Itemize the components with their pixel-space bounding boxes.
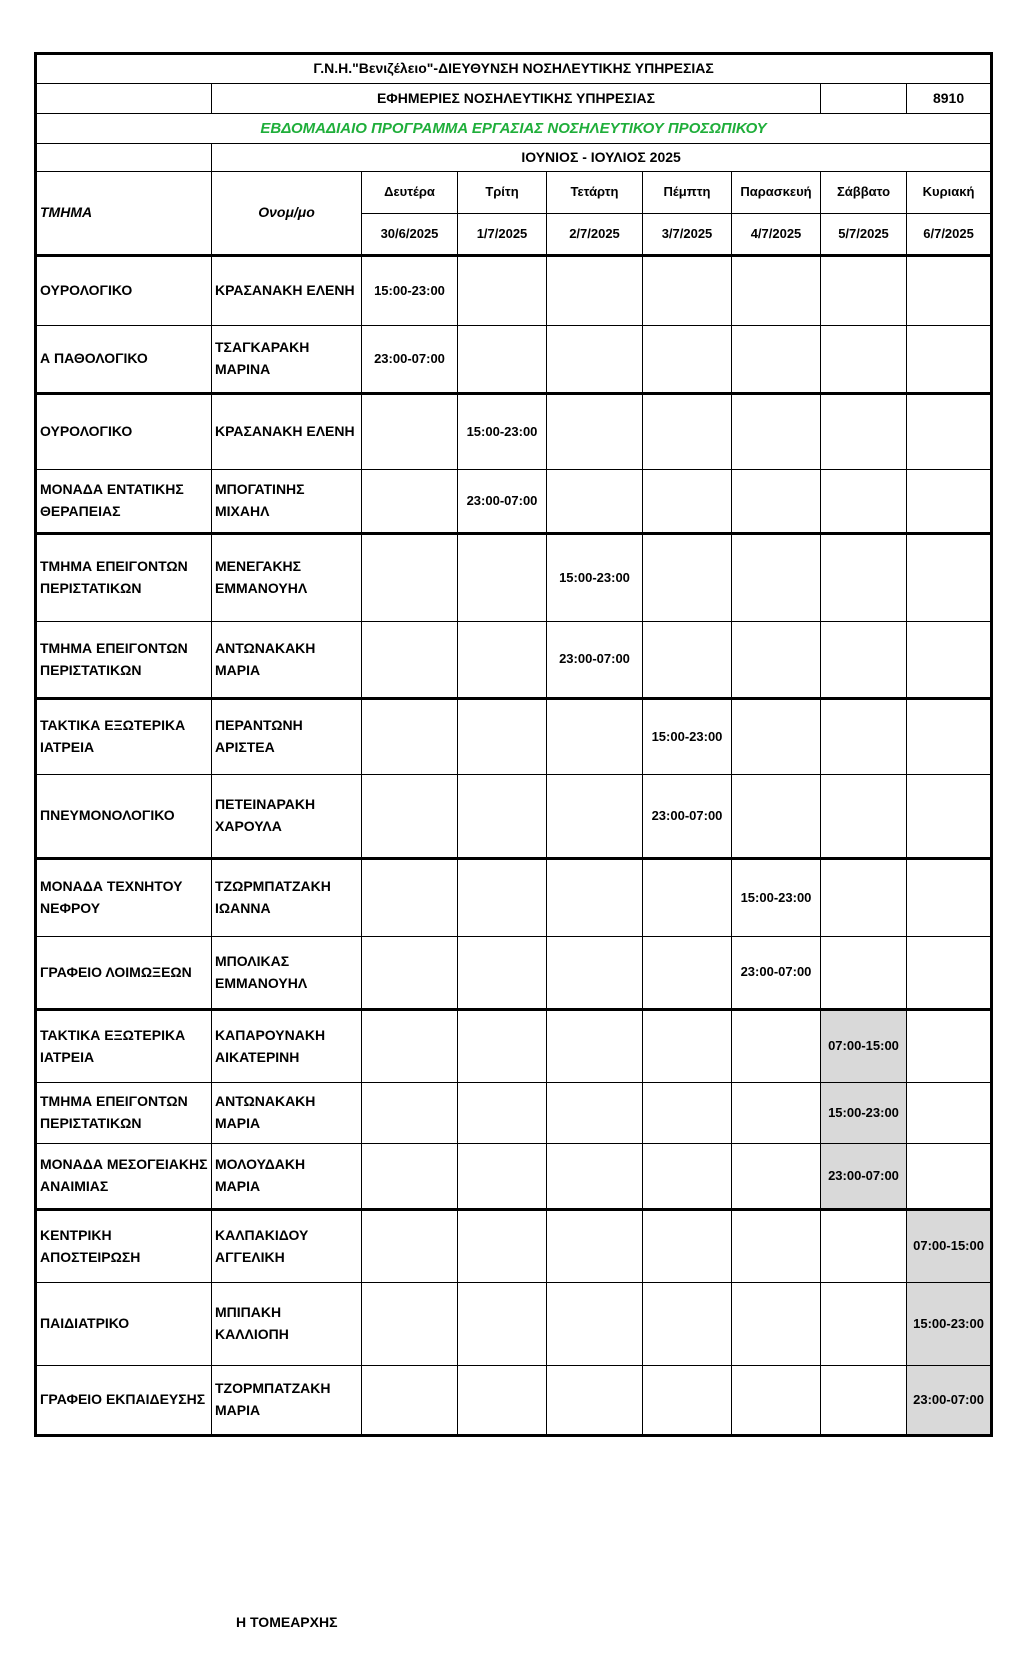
- table-row: [36, 859, 992, 937]
- empty-cell: [907, 1144, 992, 1210]
- table-row: [36, 256, 992, 326]
- empty-cell: [458, 1283, 547, 1366]
- day-header: Πέμπτη: [643, 172, 732, 214]
- empty-cell: [547, 859, 643, 937]
- schedule-table: [34, 52, 993, 1437]
- empty-cell: [907, 622, 992, 699]
- empty-cell: [362, 1144, 458, 1210]
- name-line: ΜΑΡΙΑ: [215, 1178, 261, 1194]
- department-line: ΓΡΑΦΕΙΟ ΛΟΙΜΩΞΕΩΝ: [40, 963, 192, 980]
- empty-cell: [907, 859, 992, 937]
- empty-cell: [458, 1144, 547, 1210]
- name-line: ΤΖΟΡΜΠΑΤΖΑΚΗ: [215, 1380, 331, 1397]
- department-line: ΤΜΗΜΑ ΕΠΕΙΓΟΝΤΩΝ: [40, 1093, 188, 1110]
- name-line: ΑΝΤΩΝΑΚΑΚΗ: [215, 639, 316, 656]
- empty-cell: [643, 256, 732, 326]
- name-cell: [212, 859, 362, 937]
- empty-cell: [821, 859, 907, 937]
- date-header: 6/7/2025: [907, 214, 992, 256]
- empty-cell: [362, 622, 458, 699]
- empty-cell: [732, 1283, 821, 1366]
- empty-cell: [458, 256, 547, 326]
- empty-cell: [547, 326, 643, 394]
- name-cell: [212, 1283, 362, 1366]
- signature-label: Η ΤΟΜΕΑΡΧΗΣ: [236, 1614, 338, 1630]
- empty-cell: [732, 1083, 821, 1144]
- name-line: ΜΕΝΕΓΑΚΗΣ: [215, 558, 302, 575]
- empty-cell: [643, 1366, 732, 1436]
- empty-cell: [643, 394, 732, 470]
- department-cell: [36, 937, 212, 1010]
- department-cell: [36, 1010, 212, 1083]
- empty-cell: [907, 937, 992, 1010]
- table-row: [36, 326, 992, 394]
- empty-cell: [458, 1210, 547, 1283]
- roster-code: 8910: [907, 84, 992, 114]
- department-cell: [36, 859, 212, 937]
- department-line: ΠΕΡΙΣΤΑΤΙΚΩΝ: [40, 1115, 142, 1131]
- name-cell: [212, 1366, 362, 1436]
- day-header: Κυριακή: [907, 172, 992, 214]
- date-header: 3/7/2025: [643, 214, 732, 256]
- name-line: ΜΑΡΙΑ: [215, 1402, 261, 1418]
- empty-cell: [821, 534, 907, 622]
- shift-cell: 23:00-07:00: [547, 622, 643, 699]
- roster-subtitle: ΕΒΔΟΜΑΔΙΑΙΟ ΠΡΟΓΡΑΜΜΑ ΕΡΓΑΣΙΑΣ ΝΟΣΗΛΕΥΤΙΚΟΥ ΠΡΟΣΩΠΙΚΟΥ: [36, 114, 992, 144]
- shift-cell: 23:00-07:00: [907, 1366, 992, 1436]
- department-cell: [36, 534, 212, 622]
- name-cell: [212, 534, 362, 622]
- empty-cell: [643, 470, 732, 534]
- empty-cell: [547, 394, 643, 470]
- table-row: [36, 470, 992, 534]
- day-header: Παρασκευή: [732, 172, 821, 214]
- empty-cell: [547, 1283, 643, 1366]
- empty-cell: [362, 859, 458, 937]
- empty-cell: [362, 1210, 458, 1283]
- empty-cell: [547, 775, 643, 859]
- empty-cell: [458, 1010, 547, 1083]
- empty-cell: [362, 394, 458, 470]
- name-cell: [212, 1144, 362, 1210]
- name-line: ΜΑΡΙΑ: [215, 661, 261, 678]
- table-row: [36, 1083, 992, 1144]
- name-line: ΚΑΛΛΙΟΠΗ: [215, 1326, 289, 1342]
- empty-cell: [907, 256, 992, 326]
- department-line: ΜΟΝΑΔΑ ΕΝΤΑΤΙΚΗΣ: [40, 481, 184, 498]
- date-header: 30/6/2025: [362, 214, 458, 256]
- empty-cell: [821, 326, 907, 394]
- name-line: ΤΣΑΓΚΑΡΑΚΗ: [215, 339, 310, 356]
- empty-cell: [907, 1083, 992, 1144]
- day-header: Τετάρτη: [547, 172, 643, 214]
- department-line: ΟΥΡΟΛΟΓΙΚΟ: [40, 282, 133, 299]
- empty-cell: [547, 470, 643, 534]
- name-line: ΑΙΚΑΤΕΡΙΝΗ: [215, 1048, 300, 1065]
- empty-cell: [732, 256, 821, 326]
- empty-cell: [732, 622, 821, 699]
- name-cell: [212, 326, 362, 394]
- roster-title: ΕΦΗΜΕΡΙΕΣ ΝΟΣΗΛΕΥΤΙΚΗΣ ΥΠΗΡΕΣΙΑΣ: [212, 84, 821, 114]
- department-line: ΠΕΡΙΣΤΑΤΙΚΩΝ: [40, 580, 142, 596]
- empty-cell: [547, 1010, 643, 1083]
- department-line: ΘΕΡΑΠΕΙΑΣ: [40, 503, 121, 519]
- empty-cell: [362, 699, 458, 775]
- name-cell: [212, 937, 362, 1010]
- date-header: 2/7/2025: [547, 214, 643, 256]
- empty-cell: [362, 1010, 458, 1083]
- name-line: ΚΑΛΠΑΚΙΔΟΥ: [215, 1226, 309, 1243]
- empty-cell: [643, 326, 732, 394]
- empty-cell: [362, 937, 458, 1010]
- table-row: [36, 1144, 992, 1210]
- empty-cell: [732, 775, 821, 859]
- empty-cell: [821, 775, 907, 859]
- name-line: ΜΑΡΙΝΑ: [215, 361, 271, 377]
- empty-cell: [643, 1144, 732, 1210]
- table-row: [36, 1210, 992, 1283]
- empty-cell: [732, 326, 821, 394]
- name-line: ΚΡΑΣΑΝΑΚΗ ΕΛΕΝΗ: [215, 423, 355, 440]
- table-row: [36, 699, 992, 775]
- department-line: ΤΑΚΤΙΚΑ ΕΞΩΤΕΡΙΚΑ: [40, 717, 186, 734]
- department-line: ΚΕΝΤΡΙΚΗ: [40, 1226, 112, 1243]
- empty-cell: [458, 1366, 547, 1436]
- blank-cell: [821, 84, 907, 114]
- name-line: ΠΕΤΕΙΝΑΡΑΚΗ: [215, 796, 316, 813]
- department-cell: [36, 1366, 212, 1436]
- name-line: ΕΜΜΑΝΟΥΗΛ: [215, 974, 308, 991]
- department-cell: [36, 622, 212, 699]
- department-cell: [36, 1283, 212, 1366]
- name-line: ΑΡΙΣΤΕΑ: [215, 739, 275, 755]
- name-line: ΜΠΟΓΑΤΙΝΗΣ: [215, 481, 305, 498]
- department-cell: [36, 326, 212, 394]
- empty-cell: [643, 1083, 732, 1144]
- department-line: ΠΑΙΔΙΑΤΡΙΚΟ: [40, 1315, 130, 1332]
- department-line: ΤΑΚΤΙΚΑ ΕΞΩΤΕΡΙΚΑ: [40, 1026, 186, 1043]
- name-line: ΚΡΑΣΑΝΑΚΗ ΕΛΕΝΗ: [215, 282, 355, 299]
- empty-cell: [907, 775, 992, 859]
- department-line: ΑΝΑΙΜΙΑΣ: [40, 1178, 109, 1194]
- department-cell: [36, 394, 212, 470]
- date-header: 5/7/2025: [821, 214, 907, 256]
- name-cell: [212, 622, 362, 699]
- department-line: ΑΠΟΣΤΕΙΡΩΣΗ: [40, 1248, 141, 1265]
- department-line: ΜΟΝΑΔΑ ΤΕΧΝΗΤΟΥ: [40, 878, 183, 895]
- department-line: ΠΕΡΙΣΤΑΤΙΚΩΝ: [40, 661, 142, 678]
- empty-cell: [732, 394, 821, 470]
- date-header: 1/7/2025: [458, 214, 547, 256]
- empty-cell: [362, 1283, 458, 1366]
- empty-cell: [821, 699, 907, 775]
- shift-cell: 23:00-07:00: [821, 1144, 907, 1210]
- shift-cell: 15:00-23:00: [821, 1083, 907, 1144]
- empty-cell: [907, 1010, 992, 1083]
- empty-cell: [732, 699, 821, 775]
- shift-cell: 15:00-23:00: [732, 859, 821, 937]
- name-header: Ονομ/μο: [212, 172, 362, 256]
- table-row: [36, 1010, 992, 1083]
- department-line: ΟΥΡΟΛΟΓΙΚΟ: [40, 423, 133, 440]
- empty-cell: [547, 1366, 643, 1436]
- empty-cell: [907, 326, 992, 394]
- shift-cell: 07:00-15:00: [821, 1010, 907, 1083]
- empty-cell: [732, 470, 821, 534]
- department-line: ΤΜΗΜΑ ΕΠΕΙΓΟΝΤΩΝ: [40, 639, 188, 656]
- name-cell: [212, 1210, 362, 1283]
- department-cell: [36, 1144, 212, 1210]
- name-line: ΧΑΡΟΥΛΑ: [215, 818, 282, 834]
- empty-cell: [458, 534, 547, 622]
- empty-cell: [907, 534, 992, 622]
- department-cell: [36, 1083, 212, 1144]
- blank-cell: [36, 84, 212, 114]
- empty-cell: [362, 1083, 458, 1144]
- empty-cell: [547, 1083, 643, 1144]
- empty-cell: [821, 937, 907, 1010]
- department-cell: [36, 470, 212, 534]
- day-header: Τρίτη: [458, 172, 547, 214]
- empty-cell: [643, 1283, 732, 1366]
- name-line: ΙΩΑΝΝΑ: [215, 900, 271, 916]
- department-cell: [36, 775, 212, 859]
- department-cell: [36, 699, 212, 775]
- department-line: ΜΟΝΑΔΑ ΜΕΣΟΓΕΙΑΚΗΣ: [40, 1156, 208, 1173]
- table-row: [36, 534, 992, 622]
- shift-cell: 23:00-07:00: [643, 775, 732, 859]
- empty-cell: [643, 1010, 732, 1083]
- name-cell: [212, 1010, 362, 1083]
- day-header: Δευτέρα: [362, 172, 458, 214]
- empty-cell: [821, 394, 907, 470]
- empty-cell: [732, 1366, 821, 1436]
- empty-cell: [821, 622, 907, 699]
- empty-cell: [458, 937, 547, 1010]
- name-cell: [212, 775, 362, 859]
- department-line: ΠΝΕΥΜΟΝΟΛΟΓΙΚΟ: [40, 807, 175, 824]
- name-cell: [212, 394, 362, 470]
- name-line: ΚΑΠΑΡΟΥΝΑΚΗ: [215, 1026, 326, 1043]
- shift-cell: 15:00-23:00: [362, 256, 458, 326]
- empty-cell: [732, 1010, 821, 1083]
- empty-cell: [732, 1210, 821, 1283]
- empty-cell: [821, 1366, 907, 1436]
- empty-cell: [821, 1210, 907, 1283]
- empty-cell: [821, 470, 907, 534]
- table-row: [36, 1283, 992, 1366]
- empty-cell: [458, 326, 547, 394]
- table-row: [36, 775, 992, 859]
- name-line: ΜΑΡΙΑ: [215, 1115, 261, 1131]
- name-line: ΜΠΙΠΑΚΗ: [215, 1304, 282, 1321]
- name-line: ΑΓΓΕΛΙΚΗ: [215, 1248, 285, 1265]
- empty-cell: [458, 1083, 547, 1144]
- shift-cell: 23:00-07:00: [732, 937, 821, 1010]
- empty-cell: [643, 859, 732, 937]
- table-row: [36, 937, 992, 1010]
- empty-cell: [458, 775, 547, 859]
- shift-cell: 07:00-15:00: [907, 1210, 992, 1283]
- empty-cell: [362, 775, 458, 859]
- name-cell: [212, 699, 362, 775]
- empty-cell: [362, 470, 458, 534]
- shift-cell: 15:00-23:00: [547, 534, 643, 622]
- empty-cell: [907, 394, 992, 470]
- department-line: ΓΡΑΦΕΙΟ ΕΚΠΑΙΔΕΥΣΗΣ: [40, 1391, 206, 1408]
- empty-cell: [547, 699, 643, 775]
- department-line: ΤΜΗΜΑ ΕΠΕΙΓΟΝΤΩΝ: [40, 558, 188, 575]
- shift-cell: 15:00-23:00: [643, 699, 732, 775]
- table-row: [36, 622, 992, 699]
- empty-cell: [643, 534, 732, 622]
- shift-cell: 23:00-07:00: [458, 470, 547, 534]
- empty-cell: [821, 256, 907, 326]
- name-line: ΑΝΤΩΝΑΚΑΚΗ: [215, 1093, 316, 1110]
- empty-cell: [643, 622, 732, 699]
- roster-period: ΙΟΥΝΙΟΣ - ΙΟΥΛΙΟΣ 2025: [212, 144, 992, 172]
- name-line: ΜΠΟΛΙΚΑΣ: [215, 952, 290, 969]
- department-cell: [36, 256, 212, 326]
- name-cell: [212, 256, 362, 326]
- department-line: Α ΠΑΘΟΛΟΓΙΚΟ: [40, 350, 148, 367]
- empty-cell: [362, 1366, 458, 1436]
- department-cell: [36, 1210, 212, 1283]
- day-header: Σάββατο: [821, 172, 907, 214]
- empty-cell: [643, 937, 732, 1010]
- empty-cell: [547, 256, 643, 326]
- name-line: ΤΖΩΡΜΠΑΤΖΑΚΗ: [215, 878, 331, 895]
- name-cell: [212, 1083, 362, 1144]
- table-row: [36, 1366, 992, 1436]
- shift-cell: 15:00-23:00: [907, 1283, 992, 1366]
- empty-cell: [643, 1210, 732, 1283]
- department-line: ΙΑΤΡΕΙΑ: [40, 1048, 95, 1065]
- empty-cell: [458, 699, 547, 775]
- empty-cell: [907, 470, 992, 534]
- department-line: ΝΕΦΡΟΥ: [40, 900, 101, 916]
- department-line: ΙΑΤΡΕΙΑ: [40, 739, 95, 755]
- empty-cell: [547, 937, 643, 1010]
- empty-cell: [821, 1283, 907, 1366]
- name-line: ΜΟΛΟΥΔΑΚΗ: [215, 1156, 306, 1173]
- shift-cell: 15:00-23:00: [458, 394, 547, 470]
- date-header: 4/7/2025: [732, 214, 821, 256]
- blank-cell: [36, 144, 212, 172]
- name-line: ΜΙΧΑΗΛ: [215, 503, 270, 519]
- name-line: ΕΜΜΑΝΟΥΗΛ: [215, 580, 308, 596]
- shift-cell: 23:00-07:00: [362, 326, 458, 394]
- department-header: ΤΜΗΜΑ: [36, 172, 212, 256]
- empty-cell: [732, 534, 821, 622]
- empty-cell: [362, 534, 458, 622]
- empty-cell: [458, 622, 547, 699]
- empty-cell: [458, 859, 547, 937]
- empty-cell: [547, 1210, 643, 1283]
- name-cell: [212, 470, 362, 534]
- empty-cell: [732, 1144, 821, 1210]
- table-row: [36, 394, 992, 470]
- hospital-title: Γ.Ν.Η."Βενιζέλειο"-ΔΙΕΥΘΥΝΣΗ ΝΟΣΗΛΕΥΤΙΚΗΣ ΥΠΗΡΕΣΙΑΣ: [36, 54, 992, 84]
- name-line: ΠΕΡΑΝΤΩΝΗ: [215, 717, 303, 734]
- empty-cell: [547, 1144, 643, 1210]
- empty-cell: [907, 699, 992, 775]
